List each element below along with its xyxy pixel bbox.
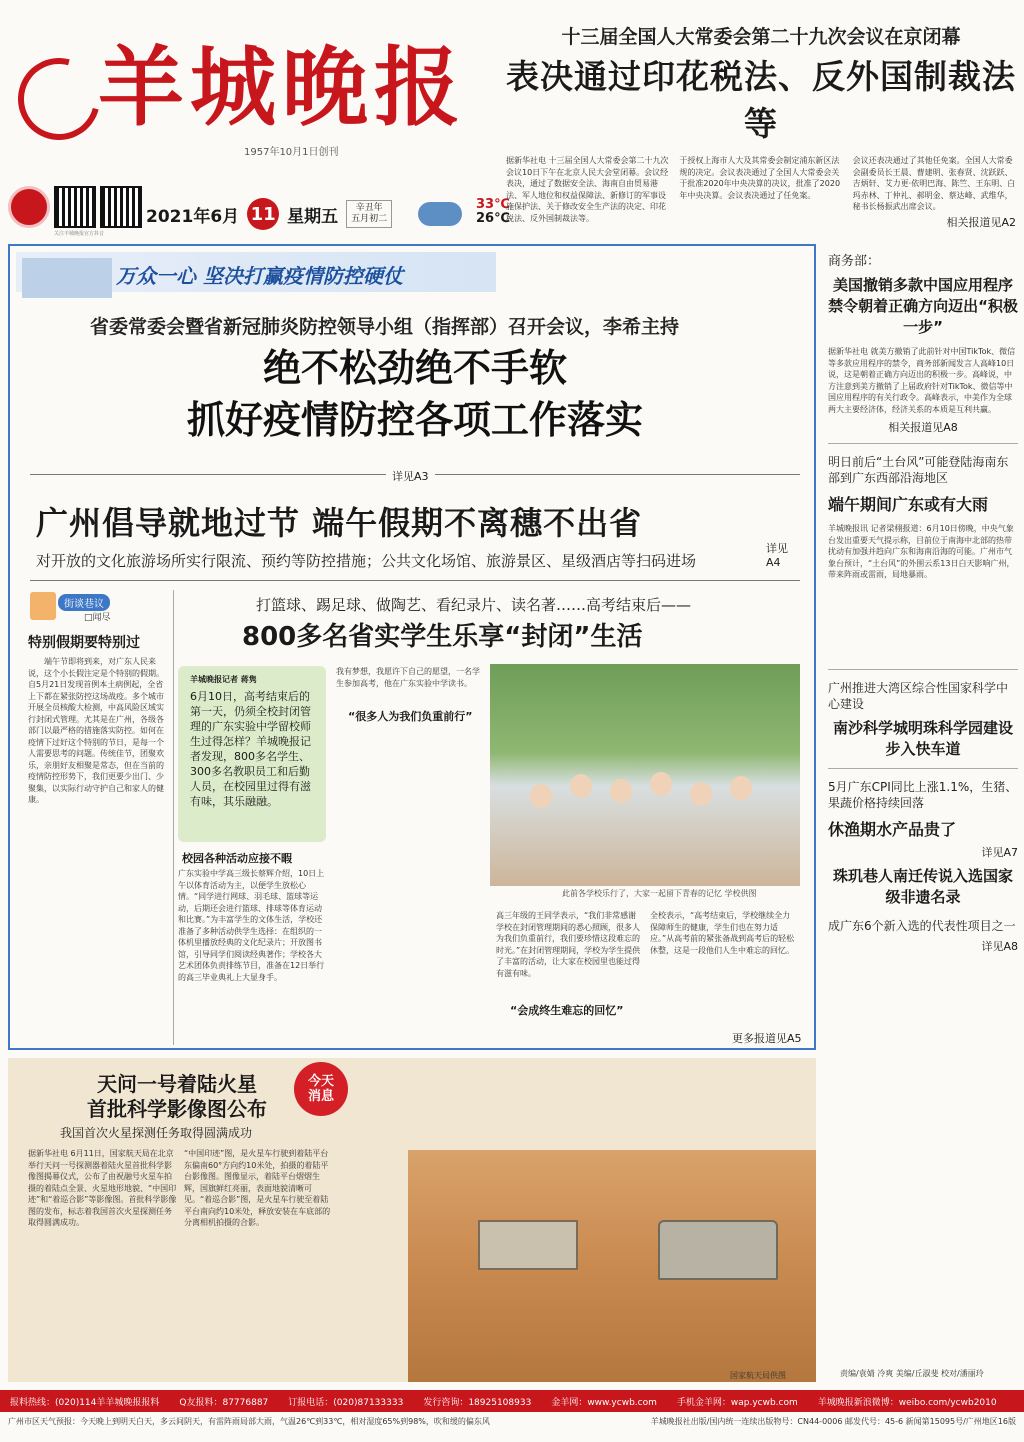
face bbox=[690, 782, 712, 806]
photo-caption: 国家航天局供图 bbox=[730, 1371, 786, 1380]
ref-link[interactable]: 详见A4 bbox=[766, 542, 788, 569]
badge-line: 今天 bbox=[307, 1074, 334, 1089]
lunar-day: 五月初二 bbox=[351, 214, 388, 224]
footer-item: 发行咨询：18925108933 bbox=[423, 1397, 532, 1408]
lander-icon bbox=[658, 1220, 778, 1280]
kicker: 成广东6个新入选的代表性项目之一 bbox=[828, 918, 1016, 933]
footer-item: Q友报料：87776887 bbox=[179, 1397, 269, 1408]
banner bbox=[16, 252, 496, 292]
divider bbox=[828, 669, 1018, 670]
space-headline-line: 天问一号着陆火星 bbox=[97, 1072, 257, 1096]
story-headline[interactable]: 休渔期水产品贵了 bbox=[828, 819, 957, 839]
face bbox=[730, 776, 752, 800]
column-body: 端午节即将到来，对广东人民来说，这个小长假注定是个特别的假期。自5月21日发现首例本土病例起，全省上下都在紧张防控这场战疫。多个城市开展全员核酸大检测，中高风险区域实行封闭式管理。尤其是在广州，各级各部门以最严格的措施落实防控。如何在疫情下过好这个特别的节日，是每一个人需要思考的问题。传统佳节，团聚欢乐，亲朋好友相聚是常态，但在当前的疫情防控形势下，我们更要少出门、少聚集，以实际行动守护自己和家人的健康。 bbox=[28, 657, 164, 804]
footer-item: 订报电话：(020)87133333 bbox=[288, 1397, 404, 1408]
top-body bbox=[506, 155, 1016, 224]
face bbox=[530, 784, 552, 808]
divider bbox=[828, 443, 1018, 444]
main-headline[interactable] bbox=[70, 342, 760, 446]
kicker: 广州推进大湾区综合性国家科学中心建设 bbox=[828, 680, 1009, 711]
story-headline[interactable]: 端午期间广东或有大雨 bbox=[828, 495, 989, 514]
ref-link[interactable]: 更多报道见A5 bbox=[732, 1032, 802, 1045]
temperature bbox=[476, 198, 510, 226]
date-year-month: 2021年6月 bbox=[146, 206, 240, 227]
secondary-subhead: 对开放的文化旅游场所实行限流、预约等防控措施；公共文化场馆、旅游景区、星级酒店等扫码进场 bbox=[36, 552, 697, 570]
publication-info: 羊城晚报社出版/国内统一连续出版物号：CN44-0006 邮发代号：45-6 新闻第15095号/广州地区16版 bbox=[650, 1417, 1016, 1426]
section-heading: “很多人为我们负重前行” bbox=[348, 710, 473, 723]
lunar-year: 辛丑年 bbox=[355, 203, 383, 213]
kicker: 打篮球、踢足球、做陶艺、看纪录片、读名著……高考结束后—— bbox=[256, 596, 692, 614]
section-heading: 校园各种活动应接不暇 bbox=[182, 852, 292, 865]
date-day: 11 bbox=[247, 198, 279, 230]
footer-link[interactable]: 手机金羊网：wap.ycwb.com bbox=[676, 1397, 798, 1408]
newspaper-logo: 羊城晚报 bbox=[98, 37, 466, 138]
column-badge: 街谈巷议 bbox=[58, 594, 110, 611]
space-headline-line: 首批科学影像图公布 bbox=[87, 1097, 267, 1121]
story-headline[interactable]: 南沙科学城明珠科学园建设步入快车道 bbox=[832, 718, 1013, 758]
weekday: 星期五 bbox=[287, 206, 339, 227]
weather-forecast: 广州市区天气预报：今天晚上到明天白天，多云间阴天，有雷阵雨局部大雨，气温26℃到33℃，相对湿度65%到98%，吹和缓的偏东风 bbox=[8, 1417, 490, 1426]
footer-bar bbox=[0, 1390, 1024, 1412]
ref-link[interactable]: 详见A3 bbox=[386, 468, 435, 484]
kicker: 省委常委会暨省新冠肺炎防控领导小组（指挥部）召开会议，李希主持 bbox=[90, 316, 680, 338]
photo-caption: 此前各学校乐行了，大家一起留下青春的记忆 学校供图 bbox=[562, 889, 757, 898]
story-headline[interactable]: 800多名省实学生乐享“封闭”生活 bbox=[242, 622, 643, 652]
opinion-column bbox=[24, 590, 174, 1045]
space-subhead: 我国首次火星探测任务取得圆满成功 bbox=[60, 1126, 253, 1140]
kicker: 商务部： bbox=[828, 254, 881, 269]
space-story bbox=[8, 1058, 816, 1382]
story-body: 高三年级的王同学表示，“我们非常感谢学校在封闭管理期间的悉心照顾，很多人为我们负重前行，我们要珍惜这段难忘的时光。”在封闭管理期间，学校为学生提供了丰富的活动，让大家在校园里也能过得有滋有味。 bbox=[496, 911, 641, 978]
main-headline-line: 绝不松劲绝不手软 bbox=[262, 345, 567, 390]
qr-code-icon bbox=[54, 186, 96, 228]
mars-rover-photo bbox=[408, 1150, 816, 1382]
face bbox=[570, 774, 592, 798]
banner-text: 万众一心 坚决打赢疫情防控硬仗 bbox=[116, 264, 403, 288]
story-body: “中国印迹”图，是火星车行驶到着陆平台东偏南60°方向约10米处，拍摄的着陆平台影像图。图像显示，着陆平台熠熠生辉，国旗鲜红亮丽，表面地貌清晰可见。“着巡合影”图，是火星车行驶至着陆平台南向约10米处，释放安装在车底部的分离相机拍摄的合影。 bbox=[184, 1149, 331, 1227]
top-body-col: 于授权上海市人大及其常委会制定浦东新区法规的决定。会议表决通过了全国人大常委会关于批准2020年中央决算的决议，批准了2020年中央决算。会议表决通过了任免案。 bbox=[679, 156, 841, 200]
staff-credits: 责编/袁婧 冷爽 美编/丘淑斐 校对/潘丽玲 bbox=[840, 1369, 984, 1378]
column-icon bbox=[30, 592, 56, 620]
feature-box bbox=[8, 244, 816, 1050]
emblem-icon bbox=[8, 186, 50, 228]
kicker: 明日前后“土台风”可能登陆海南东部到广东西部沿海地区 bbox=[828, 455, 1009, 485]
ref-link[interactable]: 详见A7 bbox=[981, 845, 1018, 859]
story-body: 广东实验中学高三级长蔡辉介绍，10日上午以体育活动为主，以便学生放松心情。“同学进行网球、羽毛球、篮球等运动，后期还会进行篮球、排球等体育运动和比赛。”为丰富学生的文体生活，学校还准备了多种活动供学生选择：在组织的一体机里播放经典的文化纪录片；开放图书馆，引导同学们阅读经典著作；学校各大艺术团体负责排练节目，准备在12日举行的高三毕业典礼上大显身手。 bbox=[178, 869, 325, 982]
space-headline[interactable] bbox=[58, 1072, 296, 1122]
divider bbox=[828, 768, 1018, 769]
founded-date: 1957年10月1日创刊 bbox=[244, 147, 339, 158]
top-body-col: 会议还表决通过了其他任免案。全国人大常委会副委员长王晨、曹建明、张春贤、沈跃跃、吉炳轩、艾力更·依明巴海、陈竺、王东明、白玛赤林、丁仲礼、郝明金、蔡达峰、武维华，秘书长杨振武出席会议。 bbox=[852, 156, 1016, 211]
students-photo bbox=[490, 664, 800, 886]
secondary-headline[interactable]: 广州倡导就地过节 端午假期不离穗不出省 bbox=[36, 504, 643, 542]
story-body: 我有梦想，我愿许下自己的愿望，一名学生参加高考，他在广东实验中学读书。 bbox=[336, 667, 480, 688]
temp-low: 26℃ bbox=[476, 211, 510, 226]
story-headline[interactable]: 美国撤销多款中国应用程序禁令朝着正确方向迈出“积极一步” bbox=[828, 276, 1018, 336]
kicker: 5月广东CPI同比上涨1.1%，生猪、果蔬价格持续回落 bbox=[828, 779, 1018, 810]
today-news-badge bbox=[294, 1062, 348, 1116]
ref-link[interactable]: 详见A8 bbox=[981, 939, 1018, 953]
story-body: 全校表示，“高考结束后，学校继续全力保障师生的健康，学生们也在努力适应。”从高考前的紧张备战到高考后的轻松休整，这是一段他们人生中难忘的回忆。 bbox=[650, 911, 795, 955]
story-body: 羊城晚报讯 记者梁栩报道：6月10日傍晚，中央气象台发出重要天气提示称，目前位于南海中北部的热带扰动有加强并趋向广东和海南沿海的可能。广州市气象台预计，“土台风”的外围云系13日白天影响广州，带来阵雨或雷雨，局地暴雨。 bbox=[828, 524, 1015, 579]
top-news bbox=[506, 22, 1016, 224]
mask-figure-icon bbox=[22, 258, 112, 298]
top-body-col: 据新华社电 十三届全国人大常委会第二十九次会议10日下午在北京人民大会堂闭幕。会议经表决，通过了数据安全法、海南自由贸易港法、军人地位和权益保障法、新修订的军事设施保护法、关于修改安全生产法的决定、印花税法、反外国制裁法等。 bbox=[506, 156, 669, 223]
top-ref[interactable]: 相关报道见A2 bbox=[946, 216, 1016, 229]
qr-caption: 关注羊城晚报官方抖音 bbox=[54, 231, 105, 237]
lead-box bbox=[178, 666, 326, 842]
temp-high: 33℃ bbox=[476, 197, 510, 212]
story-headline[interactable]: 珠玑巷人南迁传说入选国家级非遗名录 bbox=[832, 866, 1013, 906]
main-headline-line: 抓好疫情防控各项工作落实 bbox=[186, 397, 643, 442]
lead-text: 6月10日，高考结束后的第一天，仍须全校封闭管理的广东实验中学留校师生过得怎样？羊城晚报记者发现，800多名学生、300多名教职员工和后勤人员，在校园里过得有滋有味，其乐融融。 bbox=[190, 690, 311, 808]
story-body: 据新华社电 6月11日，国家航天局在北京举行天问一号探测器着陆火星首批科学影像图揭幕仪式，公布了由祝融号火星车拍摄的着陆点全景、火星地形地貌、“中国印迹”和“着巡合影”等影像图。首批科学影像图的发布，标志着我国首次火星探测任务取得圆满成功。 bbox=[28, 1149, 177, 1227]
footer-item: 报料热线：(020)114羊羊城晚报报料 bbox=[10, 1397, 160, 1408]
column-author: □闻尽 bbox=[84, 613, 111, 623]
column-title[interactable]: 特别假期要特别过 bbox=[28, 635, 140, 651]
top-headline[interactable]: 表决通过印花税法、反外国制裁法等 bbox=[506, 57, 1016, 143]
face bbox=[650, 772, 672, 796]
qr-code-icon bbox=[100, 186, 142, 228]
section-heading: “会成终生难忘的回忆” bbox=[510, 1004, 624, 1017]
byline: 羊城晚报记者 蒋隽 bbox=[190, 675, 257, 684]
ref-link[interactable]: 相关报道见A8 bbox=[888, 421, 958, 434]
top-kicker: 十三届全国人大常委会第二十九次会议在京闭幕 bbox=[561, 26, 961, 48]
badge-line: 消息 bbox=[307, 1089, 334, 1104]
cloud-weather-icon bbox=[418, 202, 462, 226]
footer-link[interactable]: 金羊网：www.ycwb.com bbox=[551, 1397, 657, 1408]
story-body: 据新华社电 就美方撤销了此前针对中国TikTok、微信等多款应用程序的禁令，商务部新闻发言人高峰10日说，这是朝着正确方向迈出的积极一步。高峰说，中方注意到美方撤销了上届政府针对TikTok、微信等中国应用程序的有关行政令。高峰表示，中美作为全球两大主要经济体，经济关系的本质是互利共赢。 bbox=[828, 347, 1016, 414]
right-column bbox=[828, 244, 1018, 954]
lunar-date bbox=[346, 200, 392, 228]
rover-icon bbox=[478, 1220, 578, 1270]
face bbox=[610, 779, 632, 803]
divider bbox=[30, 580, 800, 581]
footer-link[interactable]: 羊城晚报新浪微博：weibo.com/ycwb2010 bbox=[817, 1397, 997, 1408]
